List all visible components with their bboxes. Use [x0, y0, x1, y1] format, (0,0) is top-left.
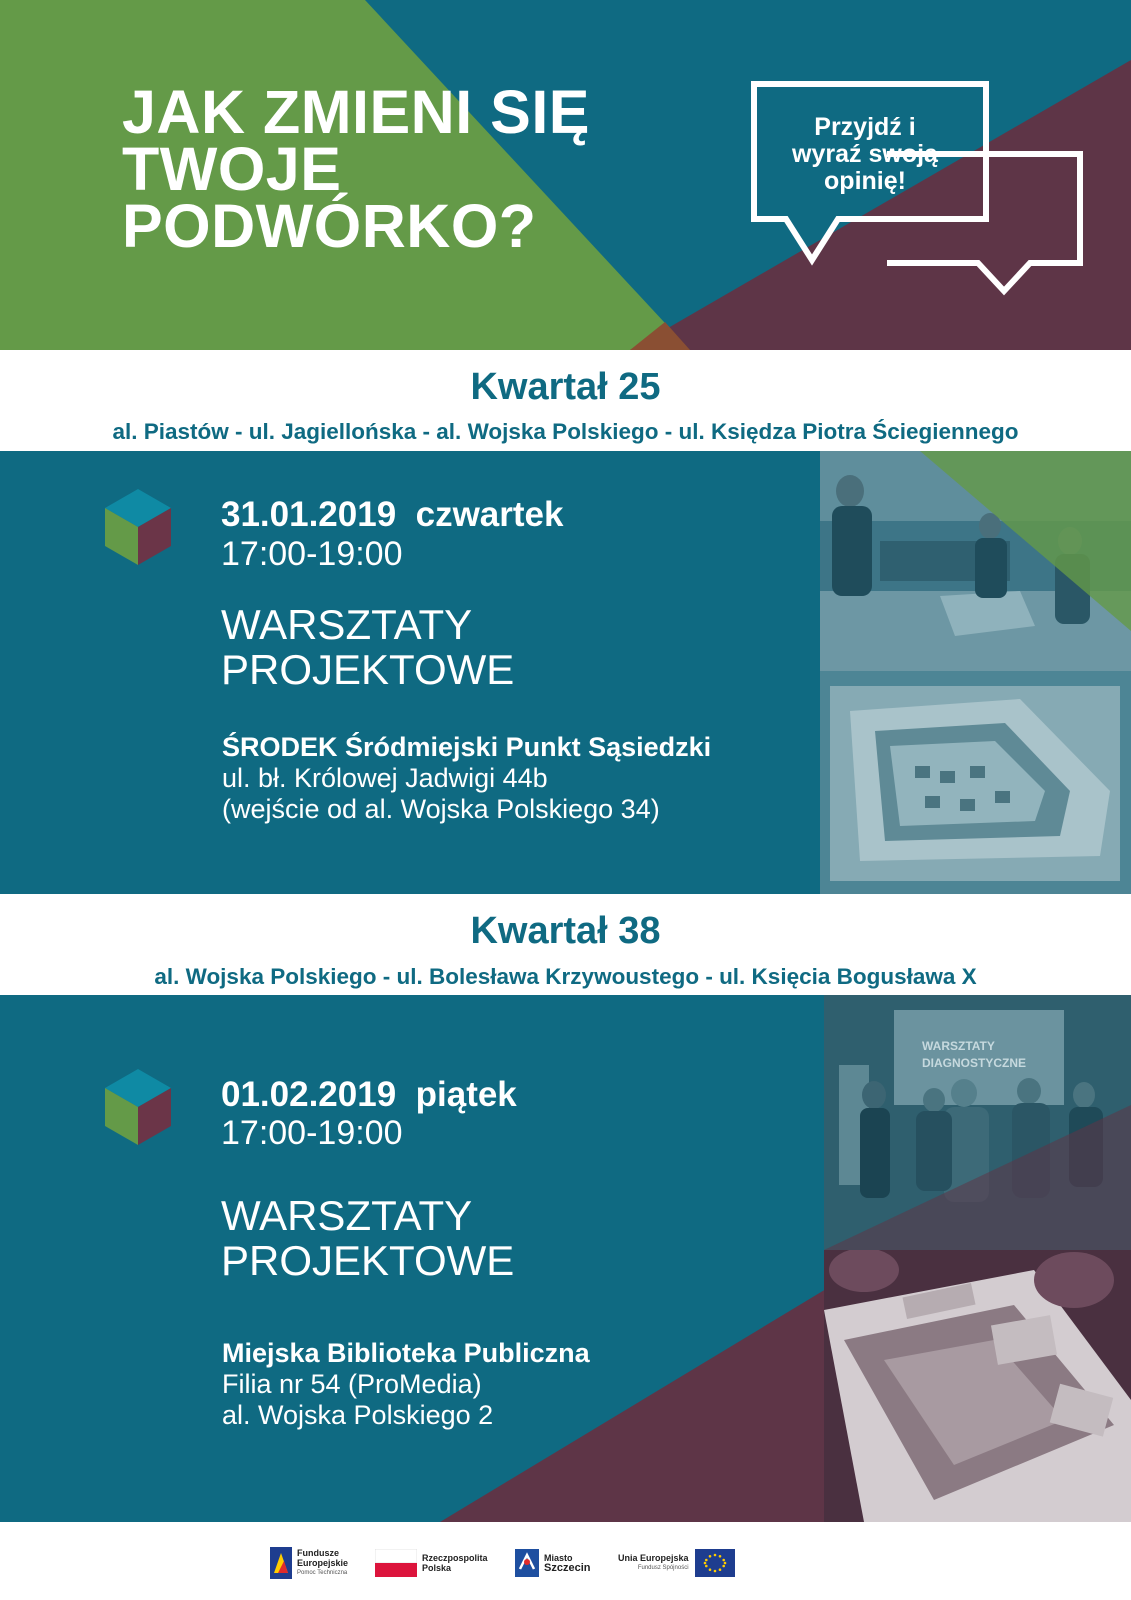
event-1-place-line-1: ul. bł. Królowej Jadwigi 44b [222, 763, 548, 793]
event-1-type [221, 602, 514, 692]
logo-poland [375, 1547, 488, 1579]
event-1-time: 17:00-19:00 [221, 535, 403, 573]
headline-line-1: JAK ZMIENI SIĘ [122, 78, 590, 146]
event-2-place-name: Miejska Biblioteka Publiczna [222, 1338, 590, 1368]
headline-line-3: PODWÓRKO? [122, 192, 537, 260]
event-2-type [221, 1193, 514, 1283]
event-2-place [222, 1338, 590, 1431]
logo-eu-line-1: Unia Europejska [618, 1553, 689, 1563]
eu-flag-icon [695, 1549, 735, 1577]
section-1-title-band [0, 350, 1131, 451]
section-1-streets: al. Piastów - ul. Jagiellońska - al. Wojska Polskiego - ul. Księdza Piotra Ściegiennego [112, 419, 1019, 444]
bubble-text [770, 114, 960, 195]
photo-presentation [824, 995, 1131, 1250]
logo-poland-line-1: Rzeczpospolita [422, 1553, 488, 1563]
cube-icon [105, 489, 171, 565]
section-1-title: Kwartał 25 [470, 366, 661, 408]
photo-map-table [824, 1250, 1131, 1522]
event-2-date: 01.02.2019 piątek [221, 1075, 517, 1114]
event-2-place-line-2: al. Wojska Polskiego 2 [222, 1400, 494, 1430]
headline-line-2: TWOJE [122, 135, 342, 203]
logo-eu [618, 1547, 735, 1579]
logo-eu-funds [270, 1547, 348, 1579]
header-banner [0, 0, 1131, 350]
photo-screen-text-1: WARSZTATY [922, 1039, 995, 1053]
logo-szczecin-line-1: Miasto [544, 1553, 573, 1563]
logo-eu-funds-line-2: Europejskie [297, 1558, 349, 1568]
section-2-title: Kwartał 38 [470, 910, 661, 952]
bubble-line-2: wyraź swoją [792, 140, 938, 168]
polish-flag-icon [375, 1549, 417, 1577]
photo-screen-text-2: DIAGNOSTYCZNE [922, 1056, 1027, 1070]
photo-block-model [820, 671, 1131, 894]
section-2-streets: al. Wojska Polskiego - ul. Bolesława Krzywoustego - ul. Księcia Bogusława X [154, 964, 977, 989]
photo-workshop-meeting [820, 451, 1131, 671]
event-1-block [0, 451, 1131, 894]
event-1-place-line-2: (wejście od al. Wojska Polskiego 34) [222, 794, 660, 824]
logo-szczecin-line-2: Szczecin [544, 1562, 591, 1574]
event-2-time: 17:00-19:00 [221, 1114, 403, 1152]
event-1-place-name: ŚRODEK Śródmiejski Punkt Sąsiedzki [222, 732, 712, 762]
szczecin-logo-icon [515, 1549, 539, 1577]
event-2-place-line-1: Filia nr 54 (ProMedia) [222, 1369, 482, 1399]
section-2-title-band [0, 894, 1131, 995]
event-1-date: 31.01.2019 czwartek [221, 495, 564, 534]
event-1-type-line-1: WARSZTATY [221, 601, 473, 648]
bubble-line-1: Przyjdź i [814, 113, 916, 141]
event-2-block [0, 995, 1131, 1522]
eu-funds-logo-icon [270, 1547, 292, 1579]
event-1-type-line-2: PROJEKTOWE [221, 646, 515, 693]
event-2-type-line-2: PROJEKTOWE [221, 1237, 515, 1284]
footer-logos [0, 1522, 1131, 1600]
logo-eu-funds-sub: Pomoc Techniczna [297, 1570, 348, 1576]
bubble-line-3: opinię! [824, 167, 906, 195]
logo-eu-funds-line-1: Fundusze [297, 1548, 339, 1558]
cube-icon [105, 1069, 171, 1145]
event-1-place [222, 732, 711, 825]
logo-poland-line-2: Polska [422, 1563, 452, 1573]
logo-szczecin [515, 1547, 590, 1579]
headline [122, 78, 590, 260]
logo-eu-sub: Fundusz Spójności [637, 1565, 689, 1571]
event-2-type-line-1: WARSZTATY [221, 1192, 473, 1239]
